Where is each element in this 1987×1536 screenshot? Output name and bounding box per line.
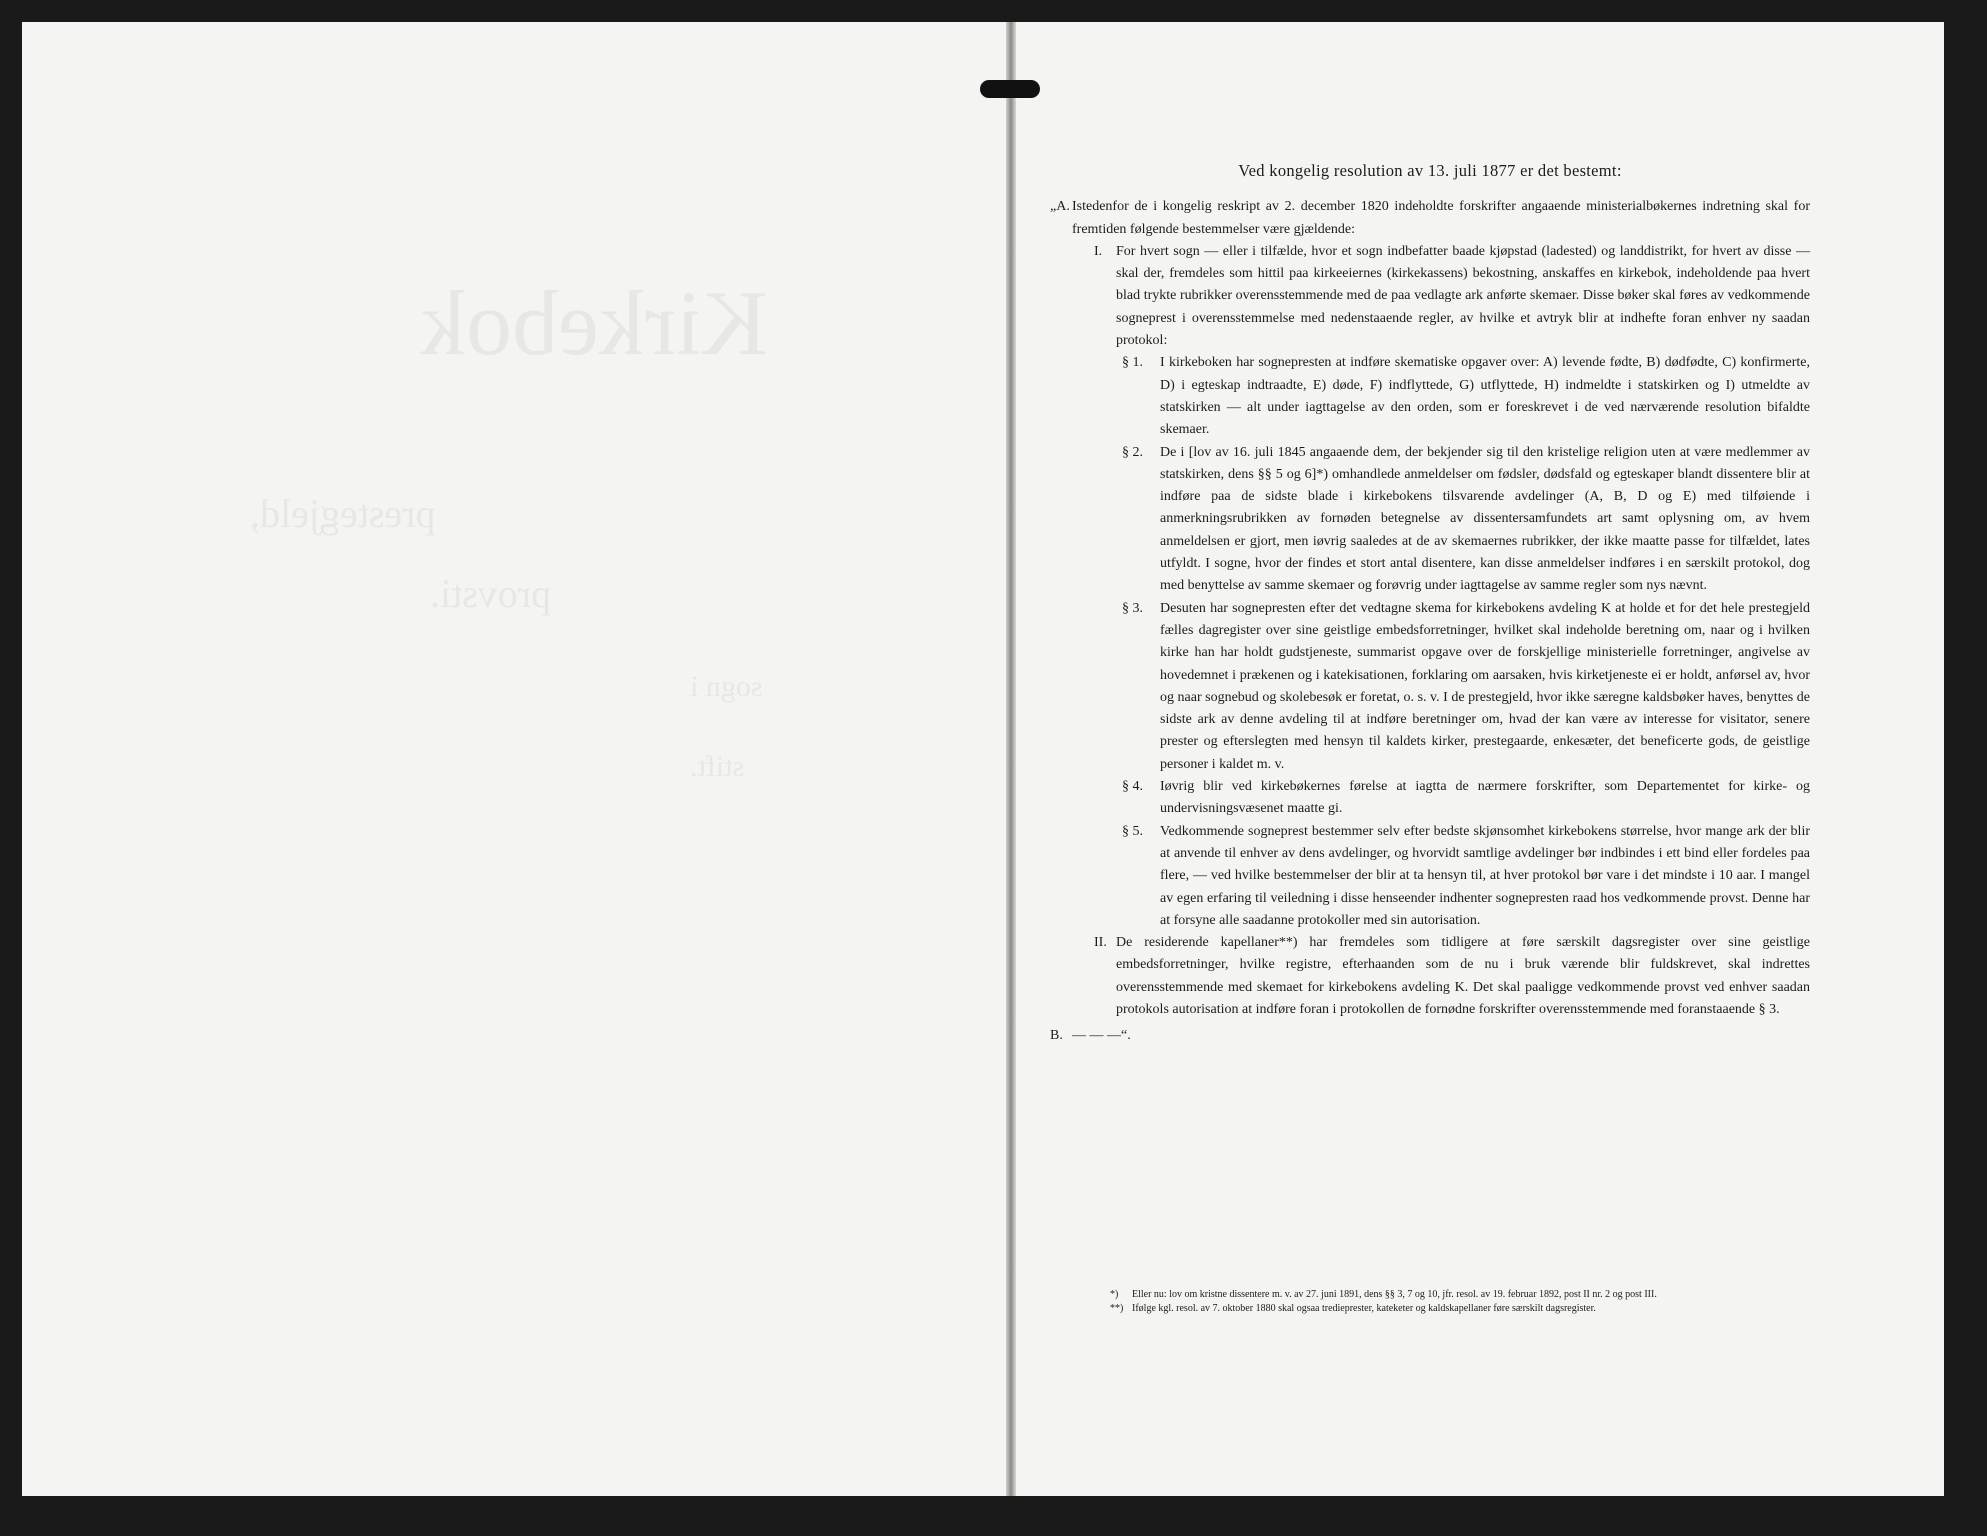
section-a (1050, 196, 1810, 241)
section-label: B. (1050, 1028, 1063, 1044)
paragraph-label: § 3. (1122, 600, 1143, 616)
paragraph-text: De i [lov av 16. juli 1845 angaaende dem, der bekjender sig til den kristelige religion uten at være medlemmer av statskirken, dens §§ 5 og 6]*) omhandlede anmeldelser om fødsler, dødsfald og egteskaper blandt dissentere blir at indføre paa de sidste blade i kirkebokens tilsvarende avdelinger (A, B, D og E) med tilføiende i anmerkningsrubrikken av fornøden betegnelse av dissentersamfundets art samt oplysning om, av hvem anmeldelsen er gjort, men iøvrig saaledes at de av skemaernes rubrikker, der ikke maatte passe for tilfældet, lates utfyldt. I sogne, hvor der findes et stort antal disentere, kan disse anmeldelser indføres i en særskilt protokol, dog med benyttelse av samme skemaer og forøvrig under iagttagelse av samme regler som nys nævnt. (1160, 444, 1810, 594)
paragraph-text: Iøvrig blir ved kirkebøkernes førelse at iagtta de nærmere forskrifter, som Departementet for kirke- og undervisningsvæsenet maatte gi. (1160, 779, 1810, 817)
book-spine (1006, 22, 1016, 1496)
resolution-text (1050, 160, 1810, 1048)
bleed-through-text: stift. (690, 750, 745, 783)
paragraph-text: Desuten har sognepresten efter det vedtagne skema for kirkebokens avdeling K at holde et for det hele prestegjeld fælles dagregister over sine geistlige embedsforretninger, hvilket skal indeholde beretning om, naar og i hvilken kirke han har holdt gudstjeneste, summarist opgave over de forskjellige ministerielle forretninger, angivelse av hovedemnet i prækenen og i katekisationen, forklaring om aarsaken, hvis kirketjeneste ei er holdt, anførsel av, hvor og naar sognebud og skolebesøk er foretat, o. s. v. I de prestegjeld, hvor ikke særegne kaldsbøker haves, benyttes de sidste ark av denne avdeling til at indføre beretninger om, hvad der kan være av interesse for visitator, senere prester og efterslegten med hensyn til kaldets kirker, prestegaarde, enkesæter, det beneficerte gods, de geistlige personer i kaldet m. v. (1160, 600, 1810, 772)
paragraph-label: § 1. (1122, 355, 1143, 371)
footnote-marker: *) (1110, 1289, 1119, 1300)
bleed-through-text: sogn i (690, 670, 763, 703)
section-text: Istedenfor de i kongelig reskript av 2. december 1820 indeholdte forskrifter angaaende ministerialbøkernes indretning skal for fremtiden følgende bestemmelser være gjældende: (1072, 199, 1810, 237)
binding-clip (980, 80, 1040, 98)
paragraph-text: I kirkeboken har sognepresten at indføre skematiske opgaver over: A) levende fødte, B) dødfødte, C) konfirmerte, D) i egteskap indtraadte, E) døde, F) indflyttede, G) utflyttede, H) indmeldte i statskirken og I) utmeldte av statskirken — alt under iagttagelse av den orden, som er foreskrevet i de ved nærværende resolution bifaldte skemaer. (1160, 355, 1810, 438)
footnote (1110, 1288, 1760, 1302)
section-text: — — —“. (1072, 1028, 1131, 1044)
footnote-marker: **) (1110, 1303, 1124, 1314)
paragraph-label: § 5. (1122, 823, 1143, 839)
footnote (1110, 1302, 1760, 1316)
page-heading: Ved kongelig resolution av 13. juli 1877 er det bestemt: (1238, 161, 1622, 180)
paragraph-label: § 2. (1122, 444, 1143, 460)
item-text: De residerende kapellaner**) har fremdeles som tidligere at føre særskilt dagsregister over sine geistlige embedsforretninger, hvilke registre, efterhaanden som de nu i bruk værende blir fuldskrevet, skal indrettes overensstemmende med skemaet for kirkebokens avdeling K. Det skal paaligge vedkommende provst ved enhver saadan protokols autorisation at indføre foran i protokollen de fornødne forskrifter overensstemmende med foranstaaende § 3. (1116, 935, 1810, 1017)
item-label: I. (1094, 243, 1103, 259)
paragraph-label: § 4. (1122, 779, 1143, 795)
section-a-item-1 (1050, 241, 1810, 352)
section-a-item-2 (1050, 932, 1810, 1021)
paragraph-2 (1050, 442, 1810, 598)
section-label: „A. (1050, 199, 1070, 215)
bleed-through-text: provsti. (430, 571, 552, 616)
bleed-through-title: Kirkebok (420, 272, 768, 374)
paragraph-3 (1050, 598, 1810, 776)
footnotes (1110, 1288, 1760, 1316)
left-page (22, 22, 1006, 1496)
paragraph-1 (1050, 352, 1810, 441)
bleed-through-text: prestegjeld, (250, 491, 436, 536)
paragraph-text: Vedkommende sogneprest bestemmer selv efter bedste skjønsomhet kirkebokens størrelse, hvor mange ark der blir at anvende til enhver av dens avdelinger, og hvorvidt samtlige avdelinger bør indbindes i ett bind eller fordeles paa flere, — ved hvilke bestemmelser der blir at ta hensyn til, at hver protokol bør vare i det mindste i 10 aar. I mangel av egen erfaring til veiledning i disse henseender indhenter sognepresten raad hos vedkommende provst. Denne har at forsyne alle saadanne protokoller med sin autorisation. (1160, 823, 1810, 928)
paragraph-4 (1050, 776, 1810, 821)
item-text: For hvert sogn — eller i tilfælde, hvor et sogn indbefatter baade kjøpstad (ladested) og landdistrikt, for hvert av disse — skal der, fremdeles som hittil paa kirkeeiernes (kirkekassens) bekostning, anskaffes en kirkebok, indeholdende paa hvert blad trykte rubrikker overensstemmende med de paa vedlagte ark anførte skemaer. Disse bøker skal føres av vedkommende sogneprest i overensstemmelse med nedenstaaende regler, av hvilke et avtryk blir at indhefte foran enhver ny saadan protokol: (1116, 243, 1810, 349)
section-b (1050, 1025, 1810, 1047)
footnote-text: Eller nu: lov om kristne dissentere m. v. av 27. juni 1891, dens §§ 3, 7 og 10, jfr. resol. av 19. februar 1892, post II nr. 2 og post III. (1132, 1289, 1657, 1300)
paragraph-5 (1050, 821, 1810, 932)
footnote-text: Ifølge kgl. resol. av 7. oktober 1880 skal ogsaa tredieprester, kateketer og kaldskapellaner føre særskilt dagsregister. (1132, 1303, 1596, 1314)
item-label: II. (1094, 935, 1107, 951)
